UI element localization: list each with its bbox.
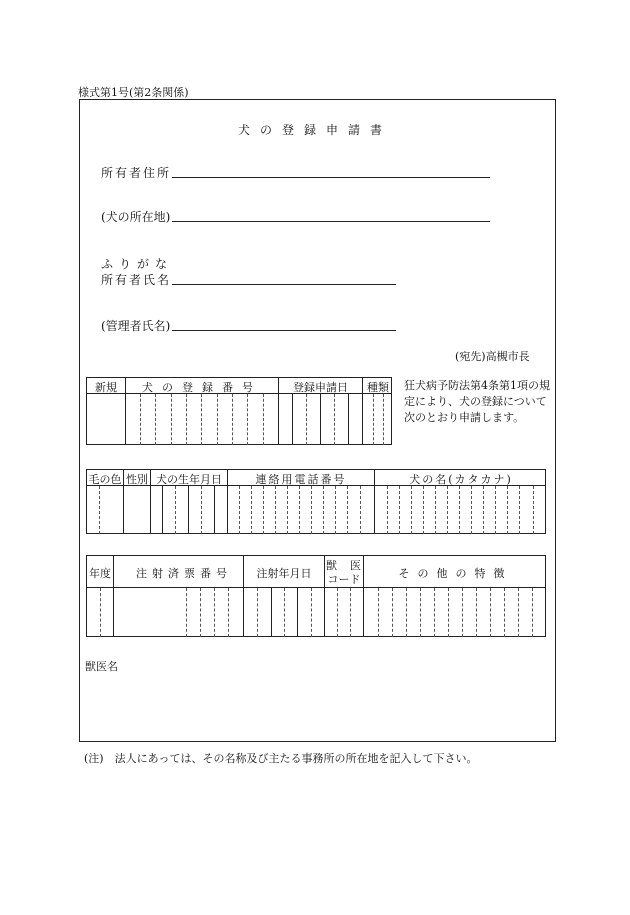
vaccination-table: [86, 555, 546, 637]
header-application-date: 登録申請日: [293, 381, 348, 394]
header-fiscal-year: 年度: [89, 567, 111, 580]
owner-address-label: 所有者住所: [101, 166, 172, 180]
header-breed: 種類: [367, 381, 389, 394]
header-dog-name: 犬の名(カタカナ): [409, 473, 513, 486]
header-vet-code-top: 獣 医: [326, 559, 362, 572]
vet-name-label: 獣医名: [85, 660, 118, 673]
footnote: (注) 法人にあっては、その名称及び主たる事務所の所在地を記入して下さい。: [84, 752, 478, 765]
form-number: 様式第1号(第2条関係): [78, 86, 189, 99]
furigana-label: ふりがな: [101, 257, 174, 271]
manager-name-label: (管理者氏名): [101, 319, 171, 333]
header-sex: 性別: [126, 473, 148, 486]
header-vet-code-bottom: コード: [327, 573, 361, 586]
header-new: 新規: [95, 381, 117, 394]
addressee: (宛先)高槻市長: [455, 350, 530, 363]
owner-name-label: 所有者氏名: [101, 273, 172, 287]
dog-location-field[interactable]: [172, 221, 490, 222]
header-injection-date: 注射年月日: [256, 567, 312, 580]
header-tag-number: 注射済票番号: [136, 567, 232, 580]
dog-location-label: (犬の所在地): [101, 210, 171, 224]
form-title: 犬の登録申請書: [237, 123, 392, 137]
header-birthdate: 犬の生年月日: [156, 473, 222, 486]
header-other-features: その他の特徴: [398, 567, 513, 580]
header-coat-color: 毛の色: [88, 473, 122, 486]
manager-name-field[interactable]: [172, 330, 396, 331]
header-phone: 連絡用電話番号: [255, 473, 347, 486]
dog-details-table: [86, 469, 546, 534]
owner-address-field[interactable]: [172, 177, 490, 178]
header-registration-number: 犬の登録番号: [142, 381, 262, 394]
owner-name-field[interactable]: [172, 284, 396, 285]
application-statement: 狂犬病予防法第4条第1項の規定により、犬の登録について次のとおり申請します。: [404, 379, 550, 424]
registration-table: [86, 377, 392, 445]
